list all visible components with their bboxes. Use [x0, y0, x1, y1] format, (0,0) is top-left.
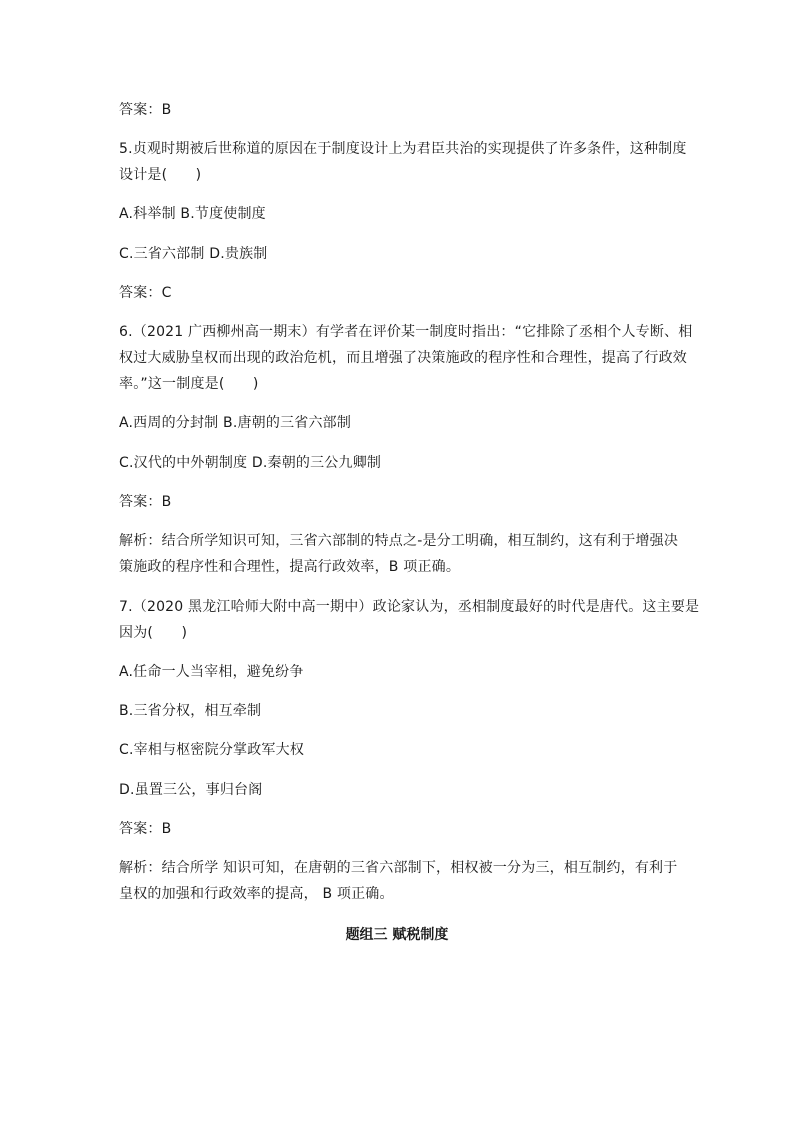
- analysis-q6-line-1: 解析：结合所学知识可知，三省六部制的特点之-是分工明确，相互制约，这有利于增强决: [119, 533, 679, 549]
- analysis-q7-line-2: 皇权的加强和行政效率的提高， B 项正确。: [119, 886, 394, 902]
- question-7-option-d: D.虽置三公，事归台阁: [119, 782, 263, 798]
- analysis-q6-line-2: 策施政的程序性和合理性，提高行政效率，B 项正确。: [119, 559, 461, 575]
- question-6-line-1: 6.（2021 广西柳州高一期末）有学者在评价某一制度时指出：“它排除了丞相个人专断、相: [119, 324, 693, 340]
- question-6-line-2: 权过大威胁皇权而出现的政治危机，而且增强了决策施政的程序性和合理性，提高了行政效: [119, 350, 687, 366]
- question-5-line-2: 设计是( ): [119, 167, 202, 183]
- answer-q7: 答案：B: [119, 821, 172, 837]
- question-7-option-a: A.任命一人当宰相，避免纷争: [119, 664, 304, 680]
- question-6-line-3: 率。”这一制度是( ): [119, 376, 259, 392]
- question-7-line-2: 因为( ): [119, 625, 188, 641]
- question-5-option-ab: A.科举制 B.节度使制度: [119, 206, 266, 222]
- question-7-option-c: C.宰相与枢密院分掌政军大权: [119, 742, 305, 758]
- question-6-option-cd: C.汉代的中外朝制度 D.秦朝的三公九卿制: [119, 455, 382, 471]
- question-5-option-cd: C.三省六部制 D.贵族制: [119, 246, 268, 262]
- question-7-option-b: B.三省分权，相互牵制: [119, 703, 262, 719]
- answer-q5: 答案：C: [119, 285, 172, 301]
- analysis-q7-line-1: 解析：结合所学 知识可知，在唐朝的三省六部制下，相权被一分为三，相互制约，有利于: [119, 860, 678, 876]
- question-6-option-ab: A.西周的分封制 B.唐朝的三省六部制: [119, 415, 352, 431]
- answer-q6: 答案：B: [119, 494, 172, 510]
- question-5-line-1: 5.贞观时期被后世称道的原因在于制度设计上为君臣共治的实现提供了许多条件，这种制度: [119, 141, 687, 157]
- question-7-line-1: 7.（2020 黑龙江哈师大附中高一期中）政论家认为，丞相制度最好的时代是唐代。这主要是: [119, 599, 700, 615]
- answer-q4: 答案：B: [119, 102, 172, 118]
- section-title: 题组三 赋税制度: [345, 927, 449, 943]
